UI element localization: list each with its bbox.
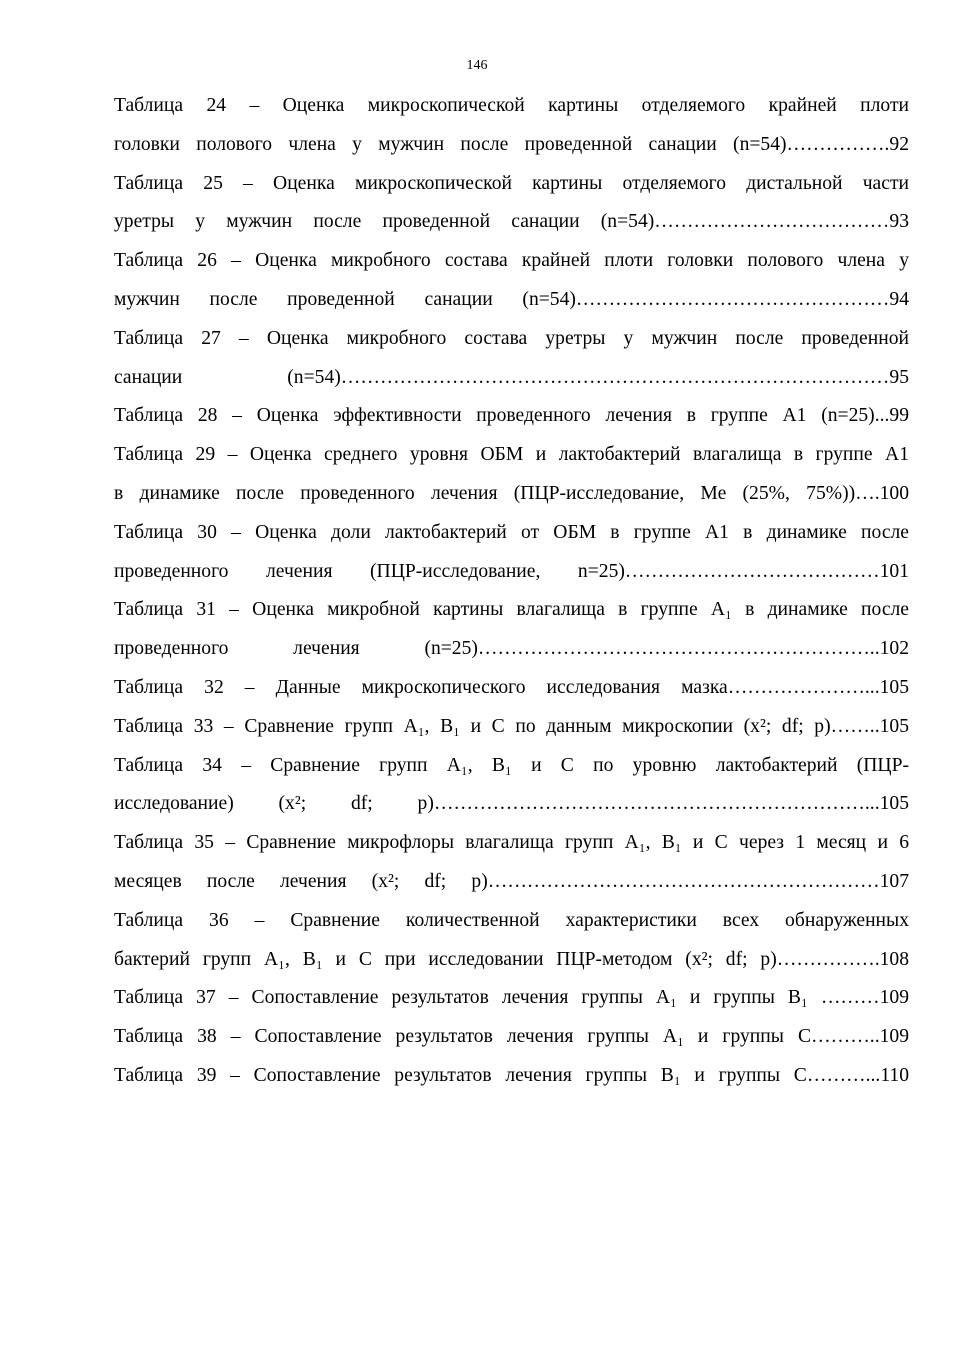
toc-line: Таблица 37 – Сопоставление результатов лечения группы А₁ и группы В₁ ………109: [114, 987, 909, 1009]
toc-line: уретры у мужчин после проведенной санации (n=54)………………………………93: [114, 211, 909, 233]
page-number: 146: [466, 58, 488, 73]
toc-line: Таблица 39 – Сопоставление результатов лечения группы В₁ и группы С………...110: [114, 1064, 909, 1086]
toc-line: Таблица 29 – Оценка среднего уровня ОБМ и лактобактерий влагалища в группе А1: [114, 444, 909, 466]
toc-line: месяцев после лечения (x²; df; p)……………………………………………………107: [114, 870, 909, 892]
toc-line: Таблица 30 – Оценка доли лактобактерий от ОБМ в группе А1 в динамике после: [114, 521, 909, 543]
toc-line: проведенного лечения (ПЦР-исследование, n=25)…………………………………101: [114, 560, 909, 582]
toc-line: Таблица 34 – Сравнение групп А₁, В₁ и С по уровню лактобактерий (ПЦР-: [114, 754, 909, 776]
toc-line: исследование) (x²; df; p)…………………………………………………………...105: [114, 793, 909, 815]
toc-line: головки полового члена у мужчин после проведенной санации (n=54)…………….92: [114, 133, 909, 155]
toc-line: Таблица 36 – Сравнение количественной характеристики всех обнаруженных: [114, 909, 909, 931]
toc-line: Таблица 32 – Данные микроскопического исследования мазка…………………...105: [114, 676, 909, 698]
toc-line: проведенного лечения (n=25)……………………………………………………..102: [114, 638, 909, 660]
toc-line: Таблица 24 – Оценка микроскопической картины отделяемого крайней плоти: [114, 95, 909, 116]
toc-line: Таблица 28 – Оценка эффективности проведенного лечения в группе А1 (n=25)...99: [114, 405, 909, 427]
toc-line: Таблица 33 – Сравнение групп А₁, В₁ и С по данным микроскопии (x²; df; p)……..105: [114, 715, 909, 737]
toc-line: Таблица 27 – Оценка микробного состава уретры у мужчин после проведенной: [114, 327, 909, 349]
toc-line: санации (n=54)…………………………………………………………………………95: [114, 366, 909, 388]
toc-line: Таблица 31 – Оценка микробной картины влагалища в группе А₁ в динамике после: [114, 599, 909, 621]
toc-line: Таблица 25 – Оценка микроскопической картины отделяемого дистальной части: [114, 172, 909, 194]
toc-line: Таблица 26 – Оценка микробного состава крайней плоти головки полового члена у: [114, 250, 909, 272]
toc-line: в динамике после проведенного лечения (ПЦР-исследование, Ме (25%, 75%))….100: [114, 482, 909, 504]
toc-line: мужчин после проведенной санации (n=54)…………………………………………94: [114, 288, 909, 310]
toc-line: Таблица 35 – Сравнение микрофлоры влагалища групп А₁, В₁ и С через 1 месяц и 6: [114, 832, 909, 854]
toc-line: бактерий групп А₁, В₁ и С при исследовании ПЦР-методом (x²; df; p)…………….108: [114, 948, 909, 970]
table-of-contents: [114, 87, 909, 1096]
toc-line: Таблица 38 – Сопоставление результатов лечения группы А₁ и группы С………..109: [114, 1026, 909, 1048]
